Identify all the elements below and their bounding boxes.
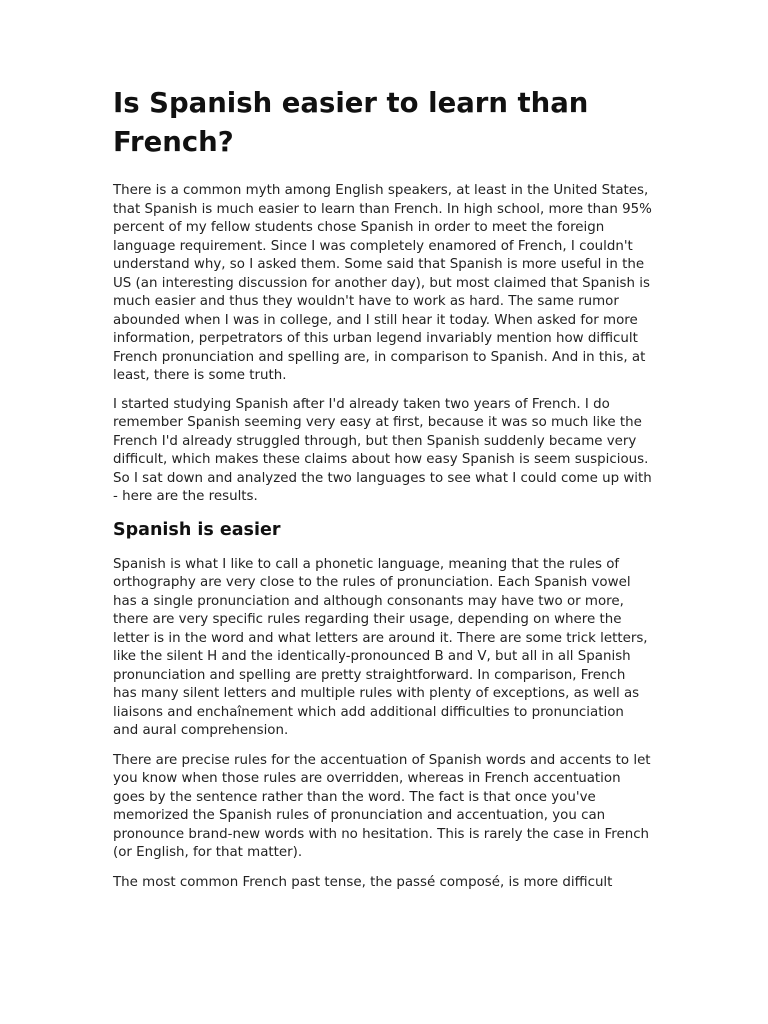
intro-paragraph-1: There is a common myth among English speakers, at least in the United States, that Spanish is much easier to learn than French. In high school, more than 95% percent of my fellow students chose Spanish in order to meet the foreign language requirement. Since I was completely enamored of French, I couldn't understand why, so I asked them. Some said that Spanish is more useful in the US (an interesting discussion for another day), but most claimed that Spanish is much easier and thus they wouldn't have to work as hard. The same rumor abounded when I was in college, and I still hear it today. When asked for more information, perpetrators of this urban legend invariably mention how difficult French pronunciation and spelling are, in comparison to Spanish. And in this, at least, there is some truth.	[113, 183, 652, 383]
section-paragraph-3: The most common French past tense, the passé composé, is more difficult	[113, 874, 613, 890]
document-page	[113, 84, 653, 892]
section-paragraph-2: There are precise rules for the accentuation of Spanish words and accents to let you know when those rules are overridden, whereas in French accentuation goes by the sentence rather than the word. The fact is that once you've memorized the Spanish rules of pronunciation and accentuation, you can pronounce brand-new words with no hesitation. This is rarely the case in French (or English, for that matter).	[113, 752, 651, 860]
section-paragraph-1: Spanish is what I like to call a phonetic language, meaning that the rules of orthography are very close to the rules of pronunciation. Each Spanish vowel has a single pronunciation and although consonants may have two or more, there are very specific rules regarding their usage, depending on where the letter is in the word and what letters are around it. There are some trick letters, like the silent H and the identically-pronounced B and V, but all in all Spanish pronunciation and spelling are pretty straightforward. In comparison, French has many silent letters and multiple rules with plenty of exceptions, as well as liaisons and enchaînement which add additional difficulties to pronunciation and aural comprehension.	[113, 556, 648, 738]
article-title: Is Spanish easier to learn than French?	[113, 87, 589, 158]
intro-paragraph-2: I started studying Spanish after I'd already taken two years of French. I do remember Spanish seeming very easy at first, because it was so much like the French I'd already struggled through, but then Spanish suddenly became very difficult, which makes these claims about how easy Spanish is seem suspicious. So I sat down and analyzed the two languages to see what I could come up with - here are the results.	[113, 396, 652, 504]
section-heading: Spanish is easier	[113, 519, 281, 540]
